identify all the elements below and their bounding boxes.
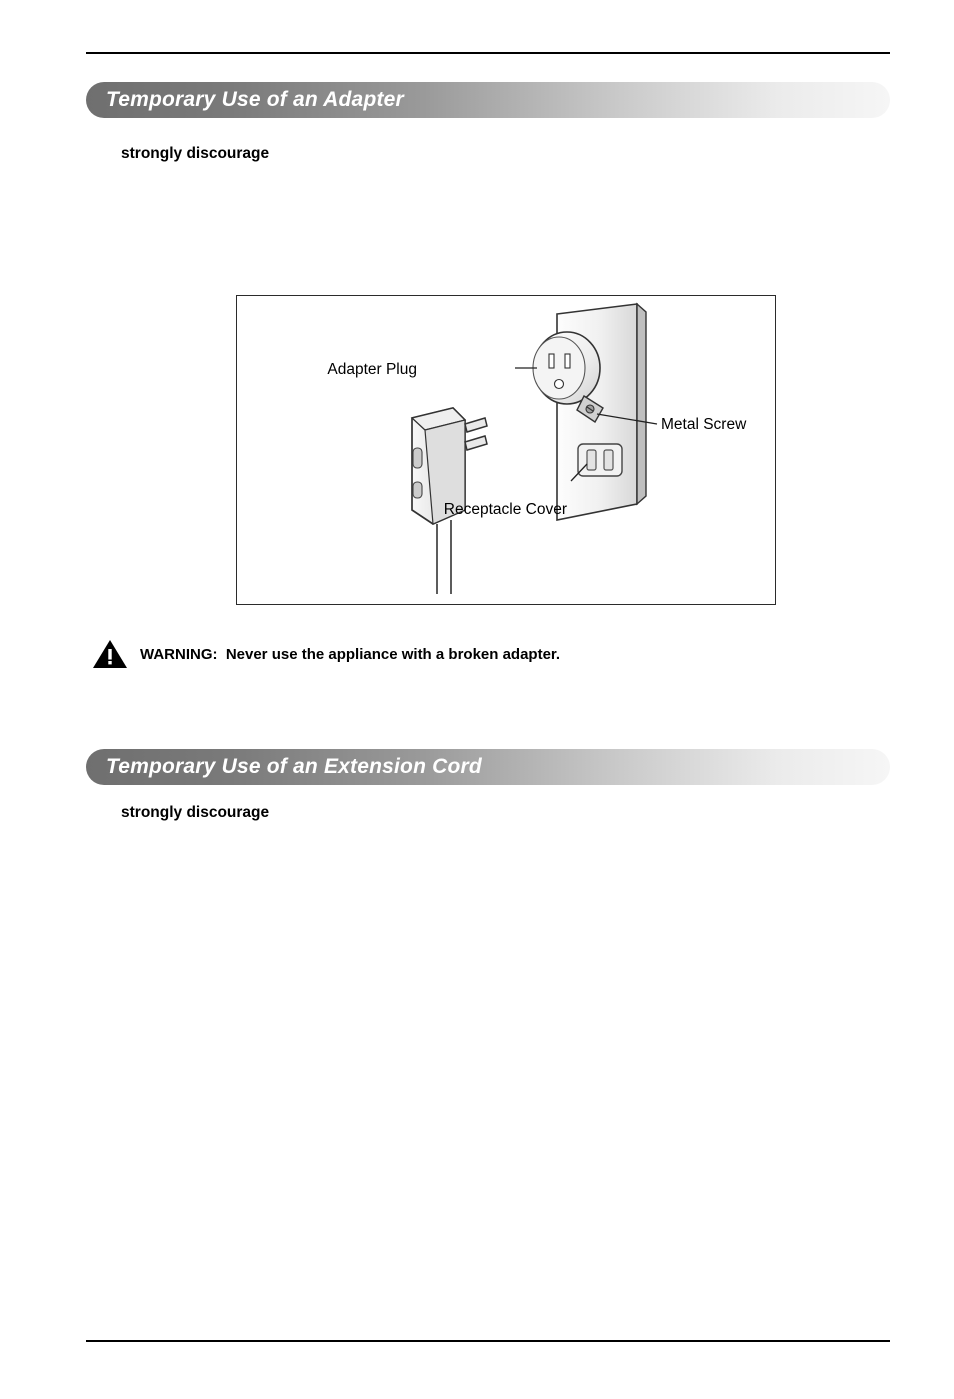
header-rule bbox=[86, 52, 890, 54]
section-header-adapter bbox=[86, 82, 890, 118]
callout-metal-screw: Metal Screw bbox=[661, 416, 747, 433]
warning-triangle-icon bbox=[92, 638, 128, 670]
section-header-extension-cord bbox=[86, 749, 890, 785]
callout-adapter-plug: Adapter Plug bbox=[327, 361, 417, 378]
warning-notice bbox=[92, 638, 560, 670]
warning-text: WARNING: Never use the appliance with a broken adapter. bbox=[140, 645, 561, 663]
adapter-figure bbox=[236, 295, 776, 605]
section-header-extension-cord-label: Temporary Use of an Extension Cord bbox=[106, 755, 482, 778]
footer-rule bbox=[86, 1340, 890, 1342]
section-adapter-subheading: strongly discourage bbox=[121, 145, 270, 162]
section-header-adapter-label: Temporary Use of an Adapter bbox=[106, 88, 404, 111]
callout-receptacle-cover: Receptacle Cover bbox=[443, 501, 567, 518]
section-extension-cord-subheading: strongly discourage bbox=[121, 804, 270, 821]
